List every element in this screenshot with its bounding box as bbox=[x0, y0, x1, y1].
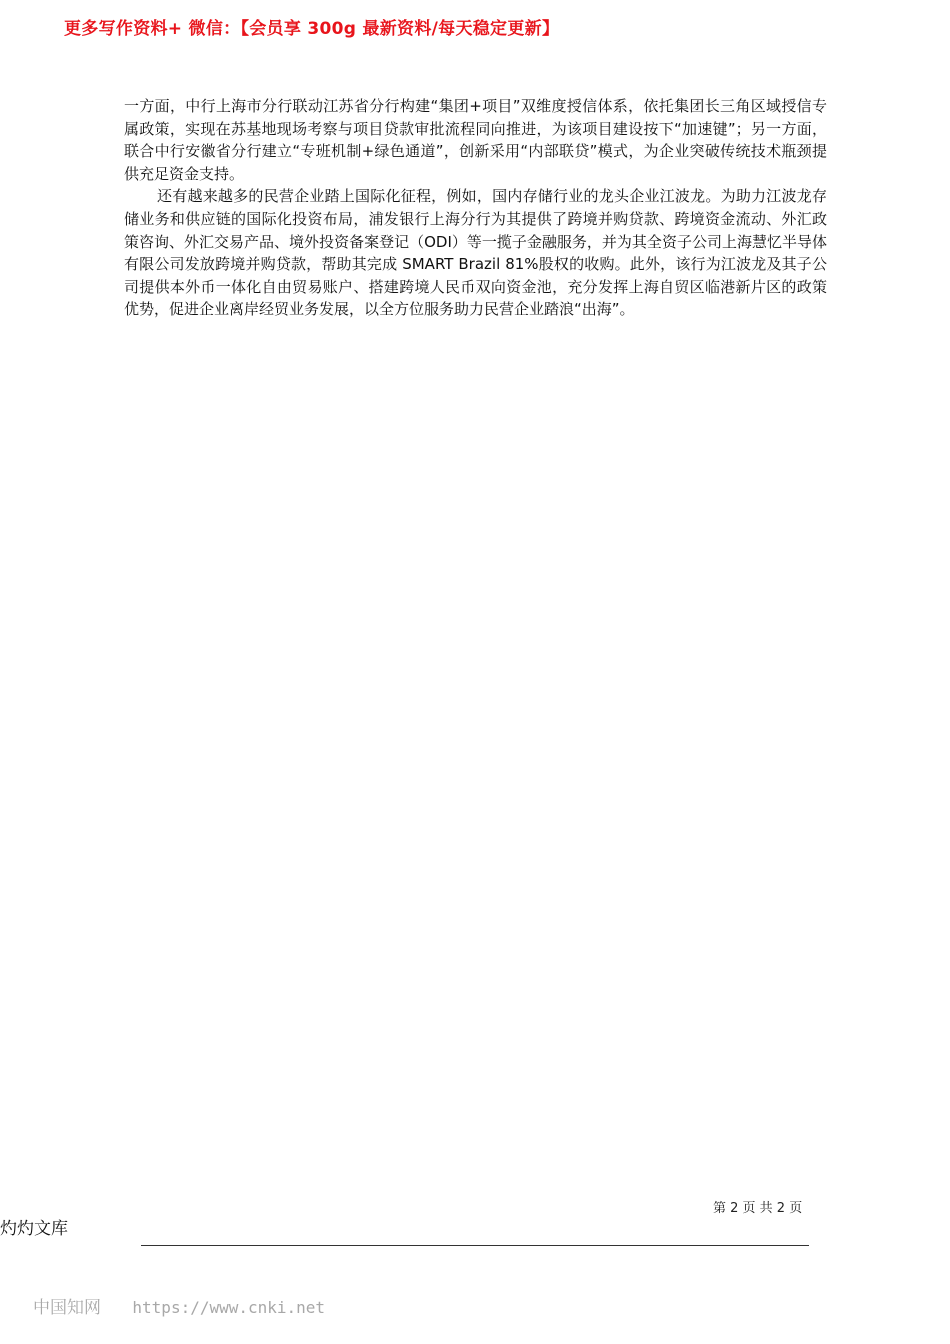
body-paragraph-2: 还有越来越多的民营企业踏上国际化征程，例如，国内存储行业的龙头企业江波龙。为助力江波龙存储业务和供应链的国际化投资布局，浦发银行上海分行为其提供了跨境并购贷款、跨境资金流动、外汇政策咨询、外汇交易产品、境外投资备案登记（ODI）等一揽子金融服务，并为其全资子公司上海慧忆半导体有限公司发放跨境并购贷款，帮助其完成 SMART Brazil 81%股权的收购。此外，该行为江波龙及其子公司提供本外币一体化自由贸易账户、搭建跨境人民币双向资金池，充分发挥上海自贸区临港新片区的政策优势，促进企业离岸经贸业务发展，以全方位服务助力民营企业踏浪“出海”。 bbox=[124, 187, 827, 319]
watermark-site-name: 中国知网 bbox=[33, 1298, 101, 1318]
body-paragraph-1: 一方面，中行上海市分行联动江苏省分行构建“集团+项目”双维度授信体系，依托集团长三角区域授信专属政策，实现在苏基地现场考察与项目贷款审批流程同向推进，为该项目建设按下“加速键”；另一方面，联合中行安徽省分行建立“专班机制+绿色通道”，创新采用“内部联贷”模式，为企业突破传统技术瓶颈提供充足资金支持。 bbox=[124, 97, 827, 183]
library-name: 灼灼文库 bbox=[0, 1219, 68, 1239]
promo-banner: 更多写作资料+ 微信：【会员享 300g 最新资料/每天稳定更新】 bbox=[64, 19, 560, 39]
watermark-url: https://www.cnki.net bbox=[132, 1298, 326, 1317]
document-body bbox=[124, 95, 827, 321]
footer-divider bbox=[141, 1245, 809, 1246]
page-number: 第 2 页 共 2 页 bbox=[713, 1201, 803, 1216]
watermark bbox=[33, 1293, 325, 1318]
